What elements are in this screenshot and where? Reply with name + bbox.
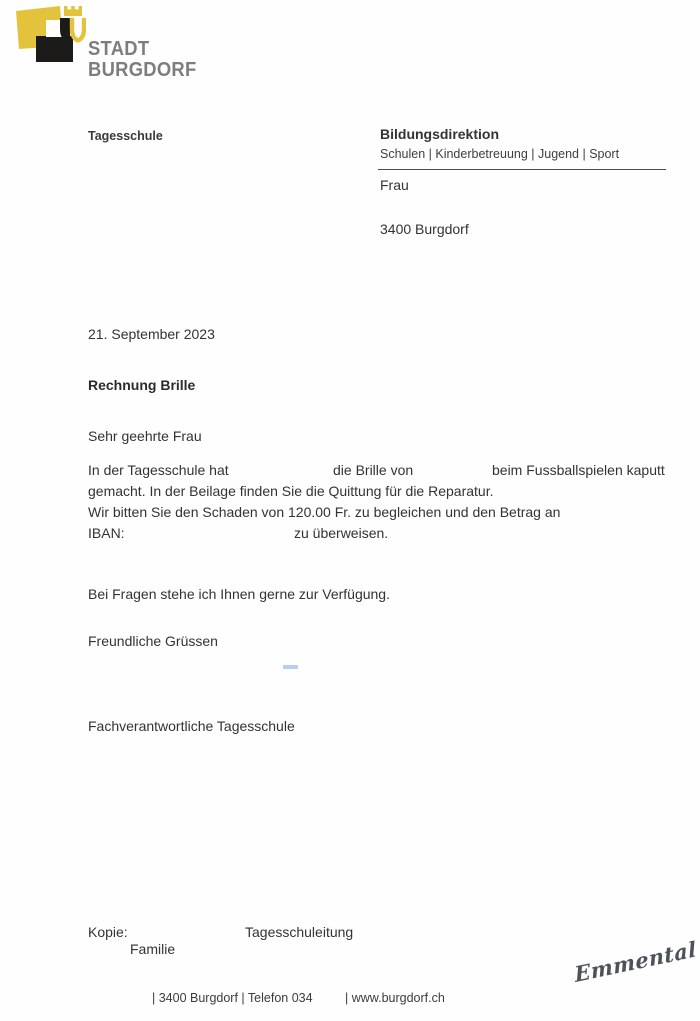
copy-recipient-tagesschulleitung: Tagesschuleitung [245, 924, 354, 940]
footer-address-phone: | 3400 Burgdorf | Telefon 034 [152, 991, 313, 1005]
body-line1-part2: die Brille von [333, 462, 414, 478]
body-line3: Wir bitten Sie den Schaden von 120.00 Fr. zu begleichen und den Betrag an [88, 504, 561, 520]
footer-website: | www.burgdorf.ch [345, 991, 445, 1005]
body-line2: gemacht. In der Beilage finden Sie die Quittung für die Reparatur. [88, 483, 494, 499]
body-line4-iban-label: IBAN: [88, 525, 125, 541]
letter-subject: Rechnung Brille [88, 377, 196, 393]
recipient-salutation: Frau [380, 177, 409, 193]
letter-salutation: Sehr geehrte Frau [88, 428, 202, 444]
copy-label: Kopie: [88, 924, 128, 940]
brand-line-burgdorf: BURGDORF [88, 59, 197, 81]
redacted-signature-mark [283, 665, 298, 669]
closing-availability: Bei Fragen stehe ich Ihnen gerne zur Verfügung. [88, 586, 390, 602]
burgdorf-crest-icon [14, 4, 86, 66]
body-line1-part3: beim Fussballspielen kaputt [492, 462, 665, 478]
directorate-title: Bildungsdirektion [380, 126, 499, 142]
directorate-units: Schulen | Kinderbetreuung | Jugend | Sport [380, 147, 620, 161]
brand-line-stadt: STADT [88, 38, 150, 60]
recipient-city: 3400 Burgdorf [380, 221, 469, 237]
brand-wordmark [88, 39, 197, 81]
sender-department-label: Tagesschule [88, 129, 163, 143]
letter-date: 21. September 2023 [88, 326, 215, 342]
signature-role: Fachverantwortliche Tagesschule [88, 718, 295, 734]
emmental-region-logo: Emmental [573, 936, 698, 987]
closing-greeting: Freundliche Grüssen [88, 633, 218, 649]
copy-recipient-familie: Familie [130, 941, 176, 957]
body-line1-part1: In der Tagesschule hat [88, 462, 229, 478]
body-line4-part2: zu überweisen. [294, 525, 389, 541]
address-divider [378, 169, 666, 170]
